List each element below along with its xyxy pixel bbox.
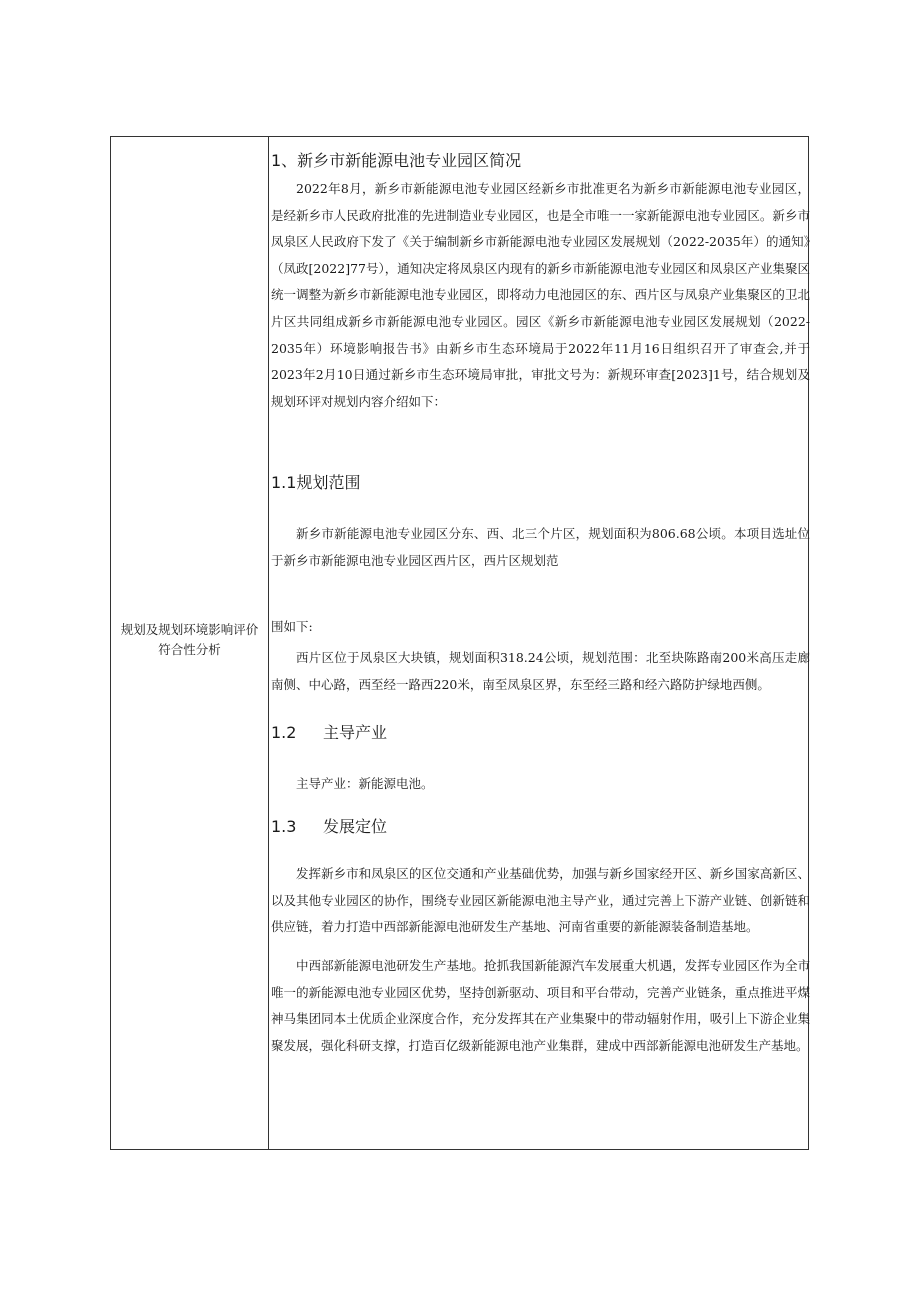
- content-table: [110, 136, 809, 1150]
- section-1-1-paragraph-2: 围如下:: [271, 619, 313, 634]
- section-1-2-paragraph: 主导产业：新能源电池。: [296, 776, 434, 791]
- section-1-2-number: 1.2: [271, 723, 297, 742]
- section-1-3-heading: 发展定位: [323, 817, 388, 836]
- section-1-1-paragraph-1: 新乡市新能源电池专业园区分东、西、北三个片区，规划面积为806.68公顷。本项目选址位于新乡市新能源电池专业园区西片区，西片区规划范: [271, 526, 810, 568]
- section-1-3-title: [271, 814, 810, 837]
- section-1-3-paragraph-1: 发挥新乡市和凤泉区的区位交通和产业基础优势，加强与新乡国家经开区、新乡国家高新区、以及其他专业园区的协作，围绕专业园区新能源电池主导产业，通过完善上下游产业链、创新链和供应链，着力打造中西部新能源电池研发生产基地、河南省重要的新能源装备制造基地。: [271, 866, 810, 935]
- row-label: 规划及规划环境影响评价符合性分析: [120, 622, 259, 657]
- label-column: [111, 137, 269, 1149]
- section-1-paragraph: 2022年8月，新乡市新能源电池专业园区经新乡市批准更名为新乡市新能源电池专业园区，是经新乡市人民政府批准的先进制造业专业园区，也是全市唯一一家新能源电池专业园区。新乡市凤泉区人民政府下发了《关于编制新乡市新能源电池专业园区发展规划（2022-2035年）的通知》（凤政[2022]77号），通知决定将凤泉区内现有的新乡市新能源电池专业园区和凤泉区产业集聚区统一调整为新乡市新能源电池专业园区，即将动力电池园区的东、西片区与凤泉产业集聚区的卫北片区共同组成新乡市新能源电池专业园区。园区《新乡市新能源电池专业园区发展规划（2022-2035年）环境影响报告书》由新乡市生态环境局于2022年11月16日组织召开了审查会,并于2023年2月10日通过新乡市生态环境局审批，审批文号为：新规环审查[2023]1号，结合规划及规划环评对规划内容介绍如下：: [271, 181, 810, 409]
- section-1-title: 1、新乡市新能源电池专业园区简况: [271, 151, 522, 170]
- section-1-3-paragraph-2: 中西部新能源电池研发生产基地。抢抓我国新能源汽车发展重大机遇，发挥专业园区作为全市唯一的新能源电池专业园区优势，坚持创新驱动、项目和平台带动，完善产业链条，重点推进平煤神马集团同本土优质企业深度合作，充分发挥其在产业集聚中的带动辐射作用，吸引上下游企业集聚发展，强化科研支撑，打造百亿级新能源电池产业集群，建成中西部新能源电池研发生产基地。: [271, 958, 810, 1053]
- section-1-1-paragraph-3: 西片区位于凤泉区大块镇，规划面积318.24公顷，规划范围：北至块陈路南200米高压走廊南侧、中心路，西至经一路西220米，南至凤泉区界，东至经三路和经六路防护绿地西侧。: [271, 650, 810, 692]
- section-1-2-heading: 主导产业: [323, 723, 388, 742]
- section-1-1-title: 1.1规划范围: [271, 473, 361, 492]
- section-1-3-number: 1.3: [271, 817, 297, 836]
- section-1-2-title: [271, 720, 810, 743]
